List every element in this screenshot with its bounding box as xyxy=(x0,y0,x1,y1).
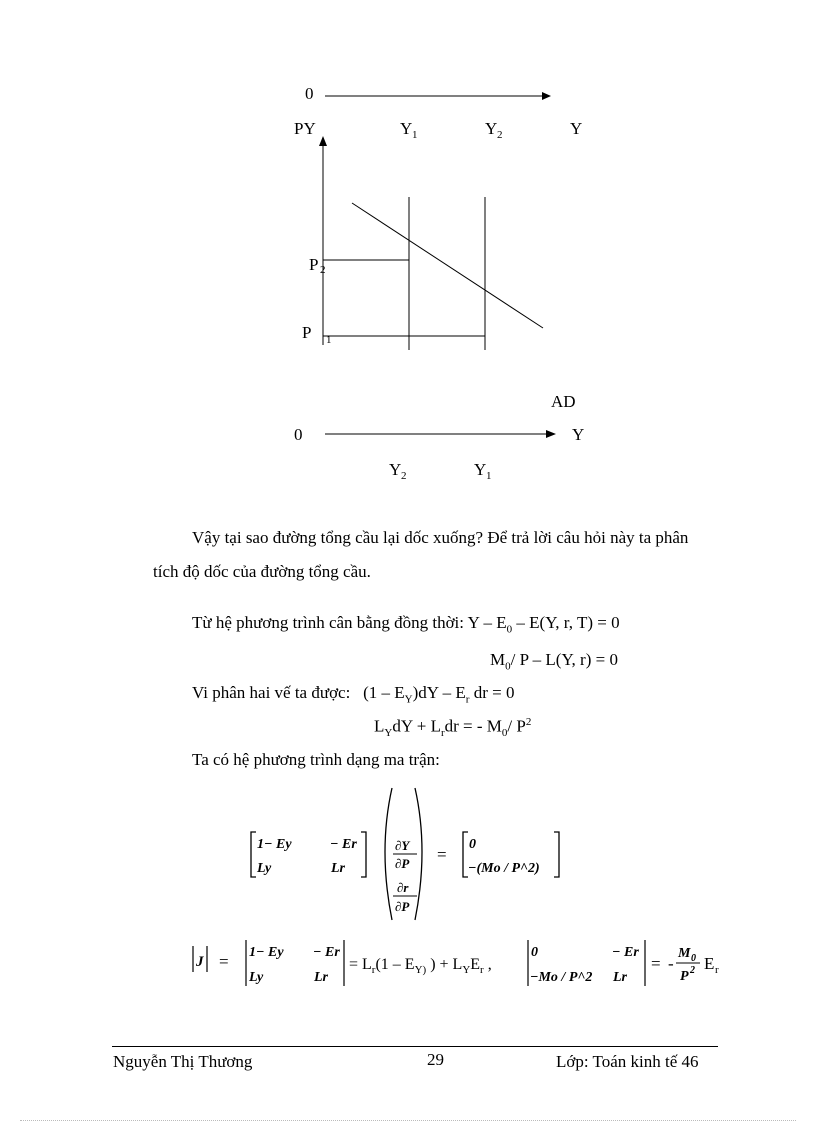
price-axis-arrow xyxy=(319,136,327,146)
top-origin: 0 xyxy=(305,84,314,103)
d12: − Er xyxy=(313,945,340,960)
m-a22: Lr xyxy=(331,861,345,876)
x-label-y2: Y xyxy=(485,119,498,138)
v2-num: ∂r xyxy=(397,880,409,895)
bottom-origin: 0 xyxy=(294,425,303,444)
demand-line xyxy=(352,203,543,328)
bottom-x-arrow xyxy=(546,430,556,438)
e21: −Mo / P^2 xyxy=(530,970,593,985)
e22: Lr xyxy=(613,970,627,985)
matrix-eq-sign: = xyxy=(437,845,447,864)
eq2: $M_0/$ P – L(Y, r) = 0 xyxy=(490,650,618,673)
top-x-arrow xyxy=(542,92,551,100)
matrix-intro: Ta có hệ phương trình dạng ma trận: xyxy=(192,750,440,769)
bottom-graph xyxy=(0,380,816,490)
m-a12: − Er xyxy=(330,837,357,852)
bottom-y1-sub: 1 xyxy=(486,470,492,482)
diff-eq1: Vi phân hai vế ta được: $(1 - E_Y)dY - E_r$ dr = 0 xyxy=(192,683,515,706)
matrix-equation xyxy=(0,780,816,925)
v2-den: ∂P xyxy=(395,899,410,914)
bottom-axis-y: Y xyxy=(572,425,585,444)
det2-minus: - xyxy=(668,954,674,973)
eq1: Từ hệ phương trình cân bằng đồng thời: Y – $E_0 - E(Y$, r, T) = 0 xyxy=(192,613,620,636)
x-label-y1-sub: 1 xyxy=(412,129,418,141)
det-j: J xyxy=(196,954,204,970)
d11: 1− Ey xyxy=(249,945,284,960)
det-expansion: = $L_r(1 - E_{Y)}$ ) + $L_YE_r$ , xyxy=(349,956,492,976)
v1-num: ∂Y xyxy=(395,838,410,853)
footer-rule xyxy=(112,1046,718,1047)
y-axis-label: PY xyxy=(294,119,316,138)
frac-m: M xyxy=(678,946,691,961)
right-bracket xyxy=(361,832,366,877)
e12: − Er xyxy=(612,945,639,960)
p1-label: P xyxy=(302,323,312,342)
vec-left-paren xyxy=(385,788,392,920)
p1-sub: 1 xyxy=(326,334,332,346)
v1-den: ∂P xyxy=(395,856,410,871)
m-a11: 1− Ey xyxy=(257,837,292,852)
frac-p-sup: 2 xyxy=(690,965,695,976)
left-bracket xyxy=(251,832,256,877)
m-a21: Ly xyxy=(257,861,272,876)
rhs-right-bracket xyxy=(554,832,559,877)
bottom-y2-sub: 2 xyxy=(401,470,407,482)
p2-label: P xyxy=(309,255,319,274)
e11: 0 xyxy=(531,945,538,960)
diff-intro: Vi phân hai vế ta được: xyxy=(192,683,351,702)
x-label-y2-sub: 2 xyxy=(497,129,503,141)
rhs-b1: 0 xyxy=(469,837,476,852)
bottom-y2: Y xyxy=(389,460,402,479)
diff-eq2: $L_YdY + L_rdr$ = - $M_0/$ $P^2$ xyxy=(374,716,532,740)
footer-class: Lớp: Toán kinh tế 46 xyxy=(556,1052,699,1071)
final-e: E xyxy=(704,954,715,973)
frac-p: P xyxy=(680,969,689,984)
eq-intro: Từ hệ phương trình cân bằng đồng thời: xyxy=(192,613,468,632)
footer-author: Nguyễn Thị Thương xyxy=(113,1052,253,1071)
frac-m-sub: 0 xyxy=(691,953,696,964)
para1-line1: Vậy tại sao đường tổng cầu lại dốc xuống? Để trả lời câu hỏi này ta phân xyxy=(192,528,689,547)
top-graph xyxy=(0,0,816,360)
footer-page: 29 xyxy=(427,1050,444,1069)
ad-label: AD xyxy=(551,392,576,411)
page-bottom-dots xyxy=(20,1120,796,1121)
det-eq: = xyxy=(219,952,229,971)
x-label-y: Y xyxy=(570,119,583,138)
d21: Ly xyxy=(249,970,264,985)
p2-sub: 2 xyxy=(320,264,326,276)
d22: Lr xyxy=(314,970,328,985)
x-label-y1: Y xyxy=(400,119,413,138)
bottom-y1: Y xyxy=(474,460,487,479)
det2-eq: = xyxy=(651,954,661,973)
rhs-b2: −(Mo / P^2) xyxy=(468,861,540,876)
para1-line2: tích độ dốc của đường tổng cầu. xyxy=(153,562,371,581)
determinant-row xyxy=(0,932,816,992)
final-e-sub: r xyxy=(715,964,719,976)
